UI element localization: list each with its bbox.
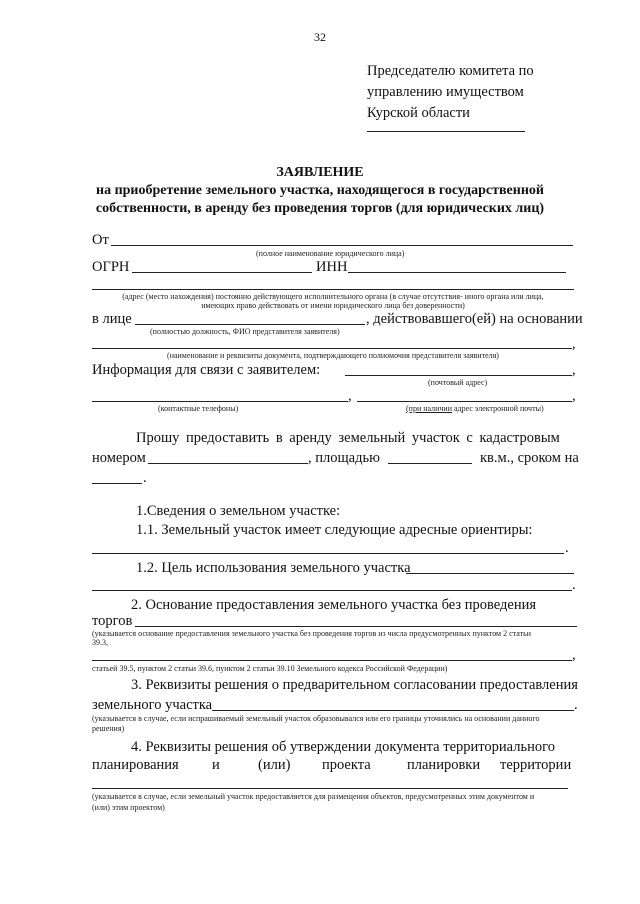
authority-document-comma: , — [572, 336, 576, 352]
authority-document-hint: (наименование и реквизиты документа, подтверждающего полномочия представителя заявителя) — [167, 351, 499, 360]
request-number-label: номером — [92, 450, 146, 466]
section-4-word-6: территории — [500, 757, 572, 773]
authority-document-field[interactable] — [92, 348, 572, 349]
section-4-hint-line-2: (или) этим проектом) — [92, 803, 165, 812]
preliminary-approval-dot: . — [574, 697, 578, 713]
inn-label: ИНН — [316, 259, 348, 275]
usage-purpose-field-2[interactable] — [92, 590, 572, 591]
section-4-word-4: проекта — [322, 757, 371, 773]
phones-comma: , — [348, 388, 352, 404]
section-3-hint-line-2: решения) — [92, 724, 125, 733]
section-2-hint-line-3: статьей 39.5, пунктом 2 статьи 39.6, пунктом 2 статьи 39.10 Земельного кодекса Российской Федерации) — [92, 664, 448, 673]
section-4-word-1: планирования — [92, 757, 179, 773]
document-heading: ЗАЯВЛЕНИЕ — [276, 165, 364, 180]
usage-purpose-field[interactable] — [406, 573, 574, 574]
address-hint-line-1: (адрес (место нахождения) постоянно действующего исполнительного органа (в случае отсутствия- иного органа или лица, — [122, 292, 544, 301]
section-1-title: 1.Сведения о земельном участке: — [136, 503, 341, 519]
address-field[interactable] — [92, 289, 574, 290]
contact-label: Информация для связи с заявителем: — [92, 362, 321, 378]
email-hint-underlined: (при наличии — [406, 404, 452, 413]
section-4-hint-line-1: (указывается в случае, если земельный участок предоставляется для размещения объектов, предусмотренных этим документом и — [92, 792, 535, 801]
from-hint: (полное наименование юридического лица) — [256, 249, 405, 258]
section-2-hint-line-2: 39.3, — [92, 638, 108, 647]
inn-field[interactable] — [348, 272, 566, 273]
section-3-line-2: земельного участка — [92, 697, 213, 713]
person-hint: (полностью должность, ФИО представителя заявителя) — [150, 327, 340, 336]
basis-field-2[interactable] — [92, 660, 572, 661]
phones-hint: (контактные телефоны) — [158, 404, 239, 413]
term-field[interactable] — [92, 483, 142, 484]
section-3-line-1: 3. Реквизиты решения о предварительном согласовании предоставления — [131, 677, 578, 693]
postal-address-comma: , — [572, 362, 576, 378]
addressee-line-1: Председателю комитета по — [367, 63, 534, 79]
email-hint — [406, 404, 544, 413]
document-subtitle-line-1: на приобретение земельного участка, находящегося в государственной — [96, 183, 544, 198]
planning-document-field[interactable] — [92, 788, 568, 789]
section-2-line-1: 2. Основание предоставления земельного участка без проведения — [131, 597, 537, 613]
addressee-line-3: Курской области — [367, 105, 470, 121]
person-field[interactable] — [135, 324, 365, 325]
email-field[interactable] — [357, 401, 572, 402]
document-subtitle-line-2: собственности, в аренду без проведения торгов (для юридических лиц) — [95, 201, 545, 216]
address-landmarks-dot: . — [565, 540, 569, 556]
basis-comma: , — [572, 647, 576, 663]
section-1-1: 1.1. Земельный участок имеет следующие адресные ориентиры: — [136, 522, 533, 538]
person-label: в лице — [92, 311, 132, 327]
usage-purpose-dot: . — [572, 577, 576, 593]
area-field[interactable] — [388, 463, 472, 464]
preliminary-approval-field[interactable] — [212, 710, 574, 711]
section-2-hint-line-1: (указывается основание предоставления земельного участка без проведения торгов из числа предусмотренных пунктом 2 статьи — [92, 629, 532, 638]
addressee-line-2: управлению имуществом — [367, 84, 524, 100]
cadastral-number-field[interactable] — [148, 463, 308, 464]
basis-field[interactable] — [135, 626, 577, 627]
phones-field[interactable] — [92, 401, 348, 402]
address-landmarks-field[interactable] — [92, 553, 564, 554]
addressee-signature-line[interactable] — [367, 131, 525, 132]
acting-basis-label: , действовавшего(ей) на основании — [366, 311, 583, 327]
request-term-label: кв.м., сроком на — [480, 450, 579, 466]
email-hint-rest: адрес электронной почты) — [452, 404, 544, 413]
postal-address-field[interactable] — [345, 375, 572, 376]
from-field[interactable] — [111, 245, 573, 246]
page-number: 32 — [314, 30, 326, 44]
section-4-line-1: 4. Реквизиты решения об утверждении документа территориального — [131, 739, 555, 755]
ogrn-label: ОГРН — [92, 259, 130, 275]
section-3-hint-line-1: (указывается в случае, если испрашиваемый земельный участок образовывался или его границы уточнялись на основании данного — [92, 714, 540, 723]
addressee-block — [367, 61, 534, 124]
request-line-1: Прошу предоставить в аренду земельный участок с кадастровым — [136, 430, 560, 446]
address-hint-line-2: имеющих право действовать от имени юридического лица без доверенности) — [201, 301, 465, 310]
section-4-word-3: (или) — [258, 757, 291, 773]
term-dot: . — [143, 470, 147, 486]
section-1-2: 1.2. Цель использования земельного участка — [136, 560, 411, 576]
from-label: От — [92, 232, 109, 248]
request-area-label: , площадью — [308, 450, 380, 466]
section-2-line-2: торгов — [92, 613, 133, 629]
email-comma: , — [572, 388, 576, 404]
section-4-word-5: планировки — [407, 757, 481, 773]
postal-address-hint: (почтовый адрес) — [428, 378, 488, 387]
ogrn-field[interactable] — [132, 272, 312, 273]
section-4-word-2: и — [212, 757, 220, 773]
